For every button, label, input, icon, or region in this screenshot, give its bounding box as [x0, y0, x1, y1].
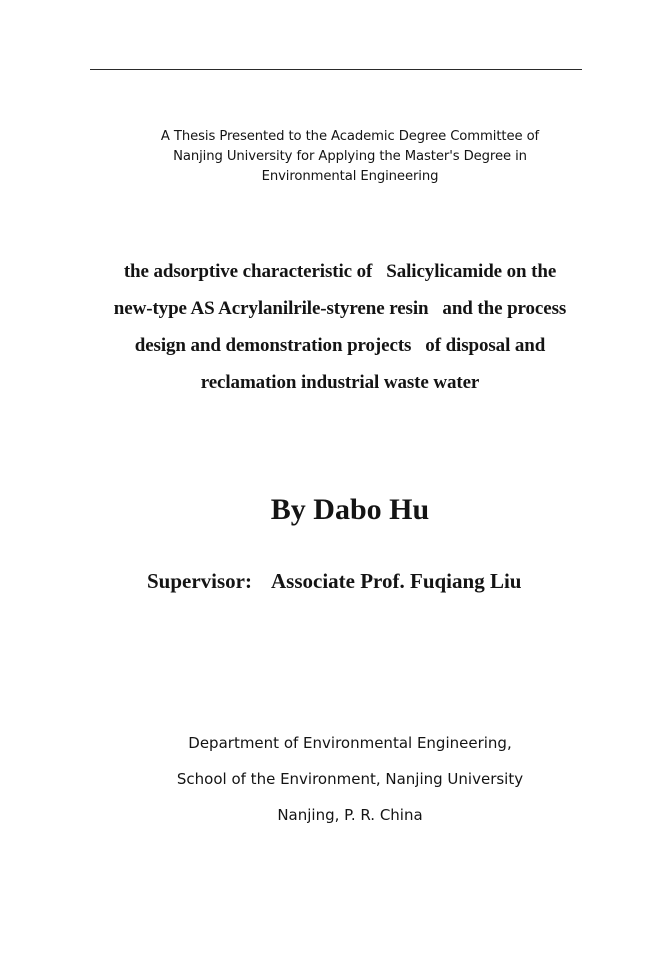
- committee-line: A Thesis Presented to the Academic Degree Committee of: [160, 129, 540, 144]
- title-line: reclamation industrial waste water: [200, 372, 480, 393]
- affiliation-block: [100, 725, 600, 833]
- title-line: design and demonstration projects of disposal and: [134, 335, 546, 356]
- committee-line: Nanjing University for Applying the Master's Degree in: [173, 149, 527, 164]
- header-rule: [90, 69, 582, 70]
- location-line: Nanjing, P. R. China: [277, 806, 423, 824]
- title-line: new-type AS Acrylanilrile-styrene resin and the process: [113, 298, 567, 319]
- supervisor-name: Associate Prof. Fuqiang Liu: [271, 569, 522, 593]
- committee-statement: [100, 127, 600, 187]
- title-line: the adsorptive characteristic of Salicylicamide on the: [123, 261, 557, 282]
- school-line: School of the Environment, Nanjing University: [176, 770, 524, 788]
- department-line: Department of Environmental Engineering,: [188, 734, 512, 752]
- supervisor-line: [147, 567, 577, 595]
- committee-line: Environmental Engineering: [261, 169, 439, 184]
- author-name: By Dabo Hu: [270, 493, 430, 526]
- supervisor-label: Supervisor:: [147, 569, 252, 593]
- thesis-title: [60, 253, 620, 401]
